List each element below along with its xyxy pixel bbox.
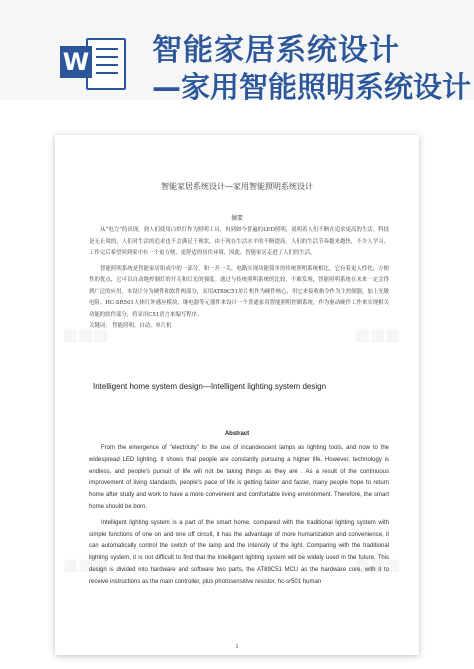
abstract-cn-heading: 摘要 [230,215,243,222]
document-title: 智能家居系统设计—家用智能照明系统设计 [161,182,313,191]
page-number: 1 [235,644,239,650]
watermark: ▦▦▦ [355,325,401,344]
english-title: Intelligent home system design—Intelligent lighting system design [93,382,327,391]
abstract-en-body [89,443,389,589]
banner-title-line1: 智能家居系统设计 [152,33,400,68]
abstract-en-heading: Abstract [224,431,250,437]
word-document-icon [60,38,122,86]
header-banner [0,0,474,104]
watermark: ▦▦▦ [63,325,109,344]
document-page [55,135,419,655]
abstract-cn-paragraph: 从“电力”的出现，到人们使用白炽灯作为照明工具，再到如今普遍的LED照明，说明着人们不断在追求更高的生活。科技是无止境的，人们对生活的追求也不会满足于现状，由于现在生活水平的不断提高，人们的生活节奏越来越快，不少人学习、工作完后希望回到家中有一个更方便、更舒适的居住环境，因此，智能家居走进了人们的生活。 [89,227,389,256]
keywords: 关键词： 智能照明、自动、单片机 [89,323,172,329]
word-letter-badge: W [60,46,92,78]
abstract-en-paragraph: Intelligent lighting system is a part of the smart home, compared with the traditional lighting system with simple functions of one on and one off circuit, it has the advantage of more humanization and convenience, it can automatically control the switch of the lamp and the intensity of the light. Comparing with the traditional lighting system, it is not difficult to find that the intelligent lighting system will be widely used in the future. This design is divided into hardware and software two parts, the AT89C51 MCU as the hardware core, with it to receive instructions as the main controller, plus photosensitive resistor, hc-sr501 human [89,519,389,585]
abstract-cn-body [89,225,389,333]
abstract-cn-paragraph: 智能照明系统是智能家居组成中的一部分，和一开一关、电路实现功能简单的传统照明系统相比，它有着更人性化、方便性的优点，它可以自动地控制灯的开关和灯光的强度。通过与传统照明系统的比较，不难发现，智能照明系统在未来一定会得到广泛的应用。本设计分为硬件和软件两部分，采用AT89C51单片机作为硬件核心，用它来接收指令作为主控制器，加上光敏电阻、HC-SR501人体红外感应模块，继电器等元器件来设计一个普通家用智能照明控制系统，作为驱动硬件工作来实现相关功能的软件部分，将采用C51语言来编写程序。 [89,265,389,318]
watermark: ▦▦▦ [355,555,401,574]
document-sheet-shape [86,38,126,90]
abstract-en-paragraph: From the emergence of "electricity" to the use of incandescent lamps as lighting tools, and now to the widespread LED lighting, it shows that people are constantly pursuing a higher life. However, technology is endless, and people's pursuit of life will not be taking things as they are . As a result of the continuous improvement of living standards, people's pace of life is getting faster and faster, many people hope to return home after study and work to have a more convenient and comfortable living environment. Therefore, the smart home should be born. [89,445,389,510]
watermark: ▦▦▦ [63,555,109,574]
banner-title-line2: —家用智能照明系统设计 [152,70,472,104]
